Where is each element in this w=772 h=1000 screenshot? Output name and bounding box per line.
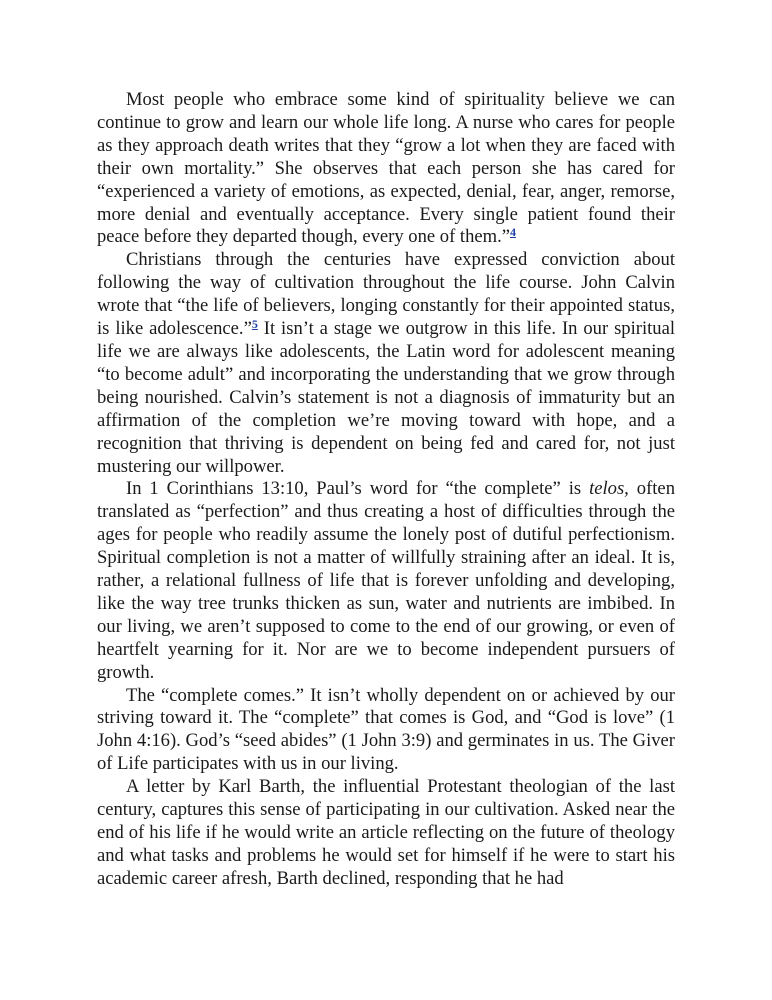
paragraph-2: [97, 249, 675, 478]
paragraph-text: Most people who embrace some kind of spirituality believe we can continue to grow and learn our whole life long. A nurse who cares for people as they approach death writes that they “grow a lot when they are faced with their own mortality.” She observes that each person she has cared for “experienced a variety of emotions, as expected, denial, fear, anger, remorse, more denial and eventually acceptance. Every single patient found their peace before they departed though, every one of them.”: [97, 89, 675, 248]
paragraph-text: often translated as “perfection” and thus creating a host of difficulties through the ages for people who readily assume the lonely post of dutiful perfectionism. Spiritual completion is not a matter of willfully straining after an ideal. It is, rather, a relational fullness of life that is forever unfolding and developing, like the way tree trunks thicken as sun, water and nutrients are imbibed. In our living, we aren’t supposed to come to the end of our growing, or even of heartfelt yearning for it. Nor are we to become independent pursuers of growth.: [97, 478, 675, 683]
paragraph-4: [97, 685, 675, 777]
paragraph-text: The “complete comes.” It isn’t wholly dependent on or achieved by our striving toward it. The “complete” that comes is God, and “God is love” (1 John 4:16). God’s “seed abides” (1 John 3:9) and germinates in us. The Giver of Life participates with us in our living.: [97, 684, 675, 775]
paragraph-text: Christians through the centuries have expressed conviction about following the way of cultivation throughout the life course. John Calvin wrote that “the life of believers, longing constantly for their appointed status, is like adolescence.”: [97, 249, 675, 340]
paragraph-1: [97, 89, 675, 249]
paragraph-3: [97, 478, 675, 684]
italic-term: telos,: [589, 478, 629, 500]
footnote-link-4[interactable]: 4: [510, 225, 517, 240]
document-page: [97, 89, 675, 891]
footnote-link-5[interactable]: 5: [251, 317, 258, 332]
paragraph-text: In 1 Corinthians 13:10, Paul’s word for “the complete” is: [126, 478, 590, 500]
paragraph-text: A letter by Karl Barth, the influential Protestant theologian of the last century, captures this sense of participating in our cultivation. Asked near the end of his life if he would write an article reflecting on the future of theology and what tasks and problems he would set for himself if he were to start his academic career afresh, Barth declined, responding that he had: [97, 776, 675, 889]
paragraph-text: It isn’t a stage we outgrow in this life. In our spiritual life we are always like adolescents, the Latin word for adolescent meaning “to become adult” and incorporating the understanding that we grow through being nourished. Calvin’s statement is not a diagnosis of immaturity but an affirmation of the completion we’re moving toward with hope, and a recognition that thriving is dependent on being fed and cared for, not just mustering our willpower.: [97, 318, 676, 477]
paragraph-5: [97, 776, 675, 891]
